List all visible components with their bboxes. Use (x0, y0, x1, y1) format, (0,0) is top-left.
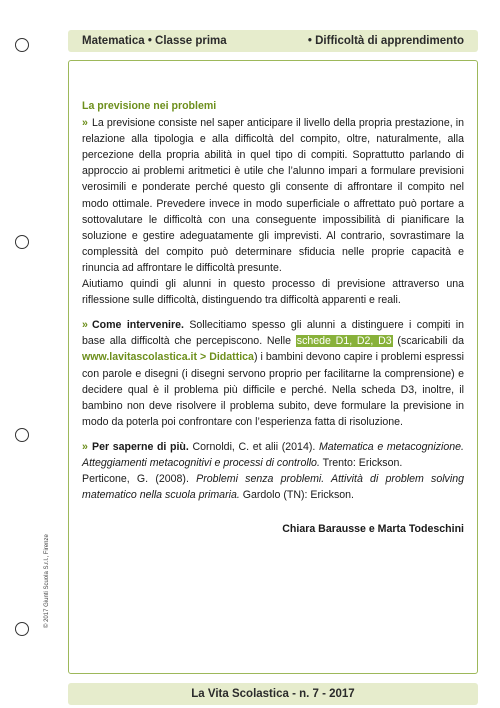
section-title: La previsione nei problemi (82, 100, 217, 112)
website-link[interactable]: www.lavitascolastica.it > Didattica (82, 351, 254, 364)
paragraph-references: » Per saperne di più. Cornoldi, C. et alii (2014). Matematica e metacognizione. Atteggiamenti metacognitivi e processi di controllo. Trento: Erickson. (82, 440, 464, 469)
header-subject: Matematica • Classe prima (82, 35, 227, 47)
footer-text: La Vita Scolastica - n. 7 - 2017 (191, 688, 355, 700)
header-topic: • Difficoltà di apprendimento (307, 35, 464, 47)
bullet-icon: » (82, 117, 88, 130)
reference-title-2: Problemi senza problemi. Attività di problem solving matematico nella scuola primaria. (82, 473, 464, 502)
binder-hole-3 (15, 428, 29, 442)
paragraph-previsione: » La previsione consiste nel saper anticipare il livello della propria prestazione, in relazione alla tipologia e alla difficoltà del compito, oltre, naturalmente, alla percezione della propria abilità in quel tipo di compiti. Soprattutto parlando di approccio ai problemi aritmetici è utile che l’alunno impari a formulare previsioni verosimili e ponderate perché questo gli consente di affrontare il compito nel modo ottimale. Prevedere invece in modo superficiale o affrettato può portare a sottovalutare le difficoltà con una conseguente impossibilità di pianificare la soluzione e gestire adeguatamente gli imprevisti. Al contrario, sovrastimare la complessità del compito può determinare sfiducia nelle proprie capacità e rinuncia ad affrontare le difficoltà presunte. (82, 117, 464, 274)
binder-hole-4 (15, 622, 29, 636)
author-signature: Chiara Barausse e Marta Todeschini (282, 523, 464, 536)
binder-hole-1 (15, 38, 29, 52)
binder-hole-2 (15, 235, 29, 249)
article-body (82, 98, 464, 537)
paragraph-intervenire: » Come intervenire. Sollecitiamo spesso gli alunni a distinguere i compiti in base alla difficoltà che percepiscono. Nelle schede D1, D2, D3 (scaricabili da www.lavitascolastica.it > Didattica) i bambini devono capire i problemi espressi con parole e disegni (i disegni servono proprio per facilitarne la comprensione) e decidere qual è il problema più difficile e perché. Nella scheda D3, inoltre, il bambino non deve risolvere il problema subito, deve formulare la previsione in modo da poterla poi confrontare con l’esperienza fatta di risoluzione. (82, 319, 464, 428)
intervene-lead: Come intervenire. (92, 319, 184, 332)
page-header (68, 30, 478, 52)
reference-2: Perticone, G. (2008). Problemi senza problemi. Attività di problem solving matematico nella scuola primaria. Gardolo (TN): Erickson. (82, 473, 464, 502)
paragraph-aiutiamo: Aiutiamo quindi gli alunni in questo processo di previsione attraverso una riflessione sulle difficoltà, distinguendo tra difficoltà apparenti e reali. (82, 278, 464, 307)
schede-highlight: schede D1, D2, D3 (296, 335, 392, 348)
bullet-icon: » (82, 440, 88, 453)
references-lead: Per saperne di più. (92, 440, 189, 453)
reference-title-1: Matematica e metacognizione. Atteggiamenti metacognitivi e processi di controllo. (82, 440, 464, 469)
bullet-icon: » (82, 319, 88, 332)
copyright-notice: © 2017 Giunti Scuola S.r.l., Firenze (44, 534, 50, 628)
page-footer (68, 683, 478, 705)
